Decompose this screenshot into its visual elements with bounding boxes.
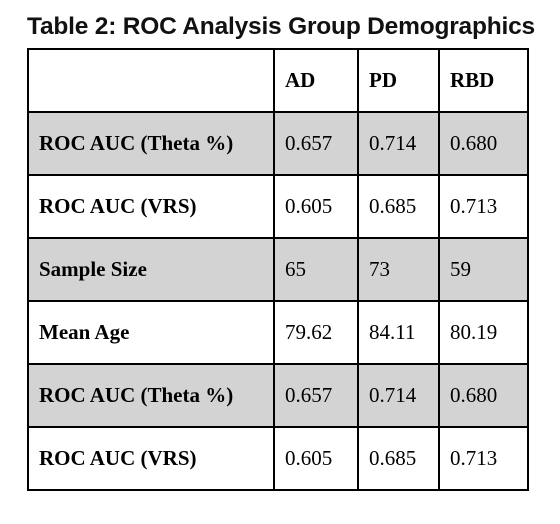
cell-rbd: 80.19	[439, 301, 528, 364]
row-label: ROC AUC (Theta %)	[28, 364, 274, 427]
demographics-table	[27, 48, 529, 491]
cell-ad: 79.62	[274, 301, 358, 364]
table-row	[28, 364, 528, 427]
cell-ad: 0.605	[274, 175, 358, 238]
cell-rbd: 0.713	[439, 175, 528, 238]
cell-pd: 0.685	[358, 175, 439, 238]
header-cell-pd: PD	[358, 49, 439, 112]
table-row	[28, 175, 528, 238]
cell-ad: 0.657	[274, 364, 358, 427]
header-row	[28, 49, 528, 112]
cell-pd: 0.714	[358, 112, 439, 175]
table-caption: Table 2: ROC Analysis Group Demographics	[27, 13, 535, 40]
cell-pd: 73	[358, 238, 439, 301]
table-row	[28, 112, 528, 175]
header-cell-ad: AD	[274, 49, 358, 112]
table-row	[28, 238, 528, 301]
table-row	[28, 427, 528, 490]
cell-rbd: 0.680	[439, 364, 528, 427]
cell-pd: 0.685	[358, 427, 439, 490]
cell-pd: 0.714	[358, 364, 439, 427]
cell-rbd: 0.680	[439, 112, 528, 175]
cell-rbd: 59	[439, 238, 528, 301]
header-cell-empty	[28, 49, 274, 112]
header-cell-rbd: RBD	[439, 49, 528, 112]
row-label: Sample Size	[28, 238, 274, 301]
cell-ad: 65	[274, 238, 358, 301]
cell-ad: 0.605	[274, 427, 358, 490]
cell-ad: 0.657	[274, 112, 358, 175]
cell-pd: 84.11	[358, 301, 439, 364]
table-row	[28, 301, 528, 364]
row-label: Mean Age	[28, 301, 274, 364]
row-label: ROC AUC (Theta %)	[28, 112, 274, 175]
cell-rbd: 0.713	[439, 427, 528, 490]
row-label: ROC AUC (VRS)	[28, 175, 274, 238]
row-label: ROC AUC (VRS)	[28, 427, 274, 490]
